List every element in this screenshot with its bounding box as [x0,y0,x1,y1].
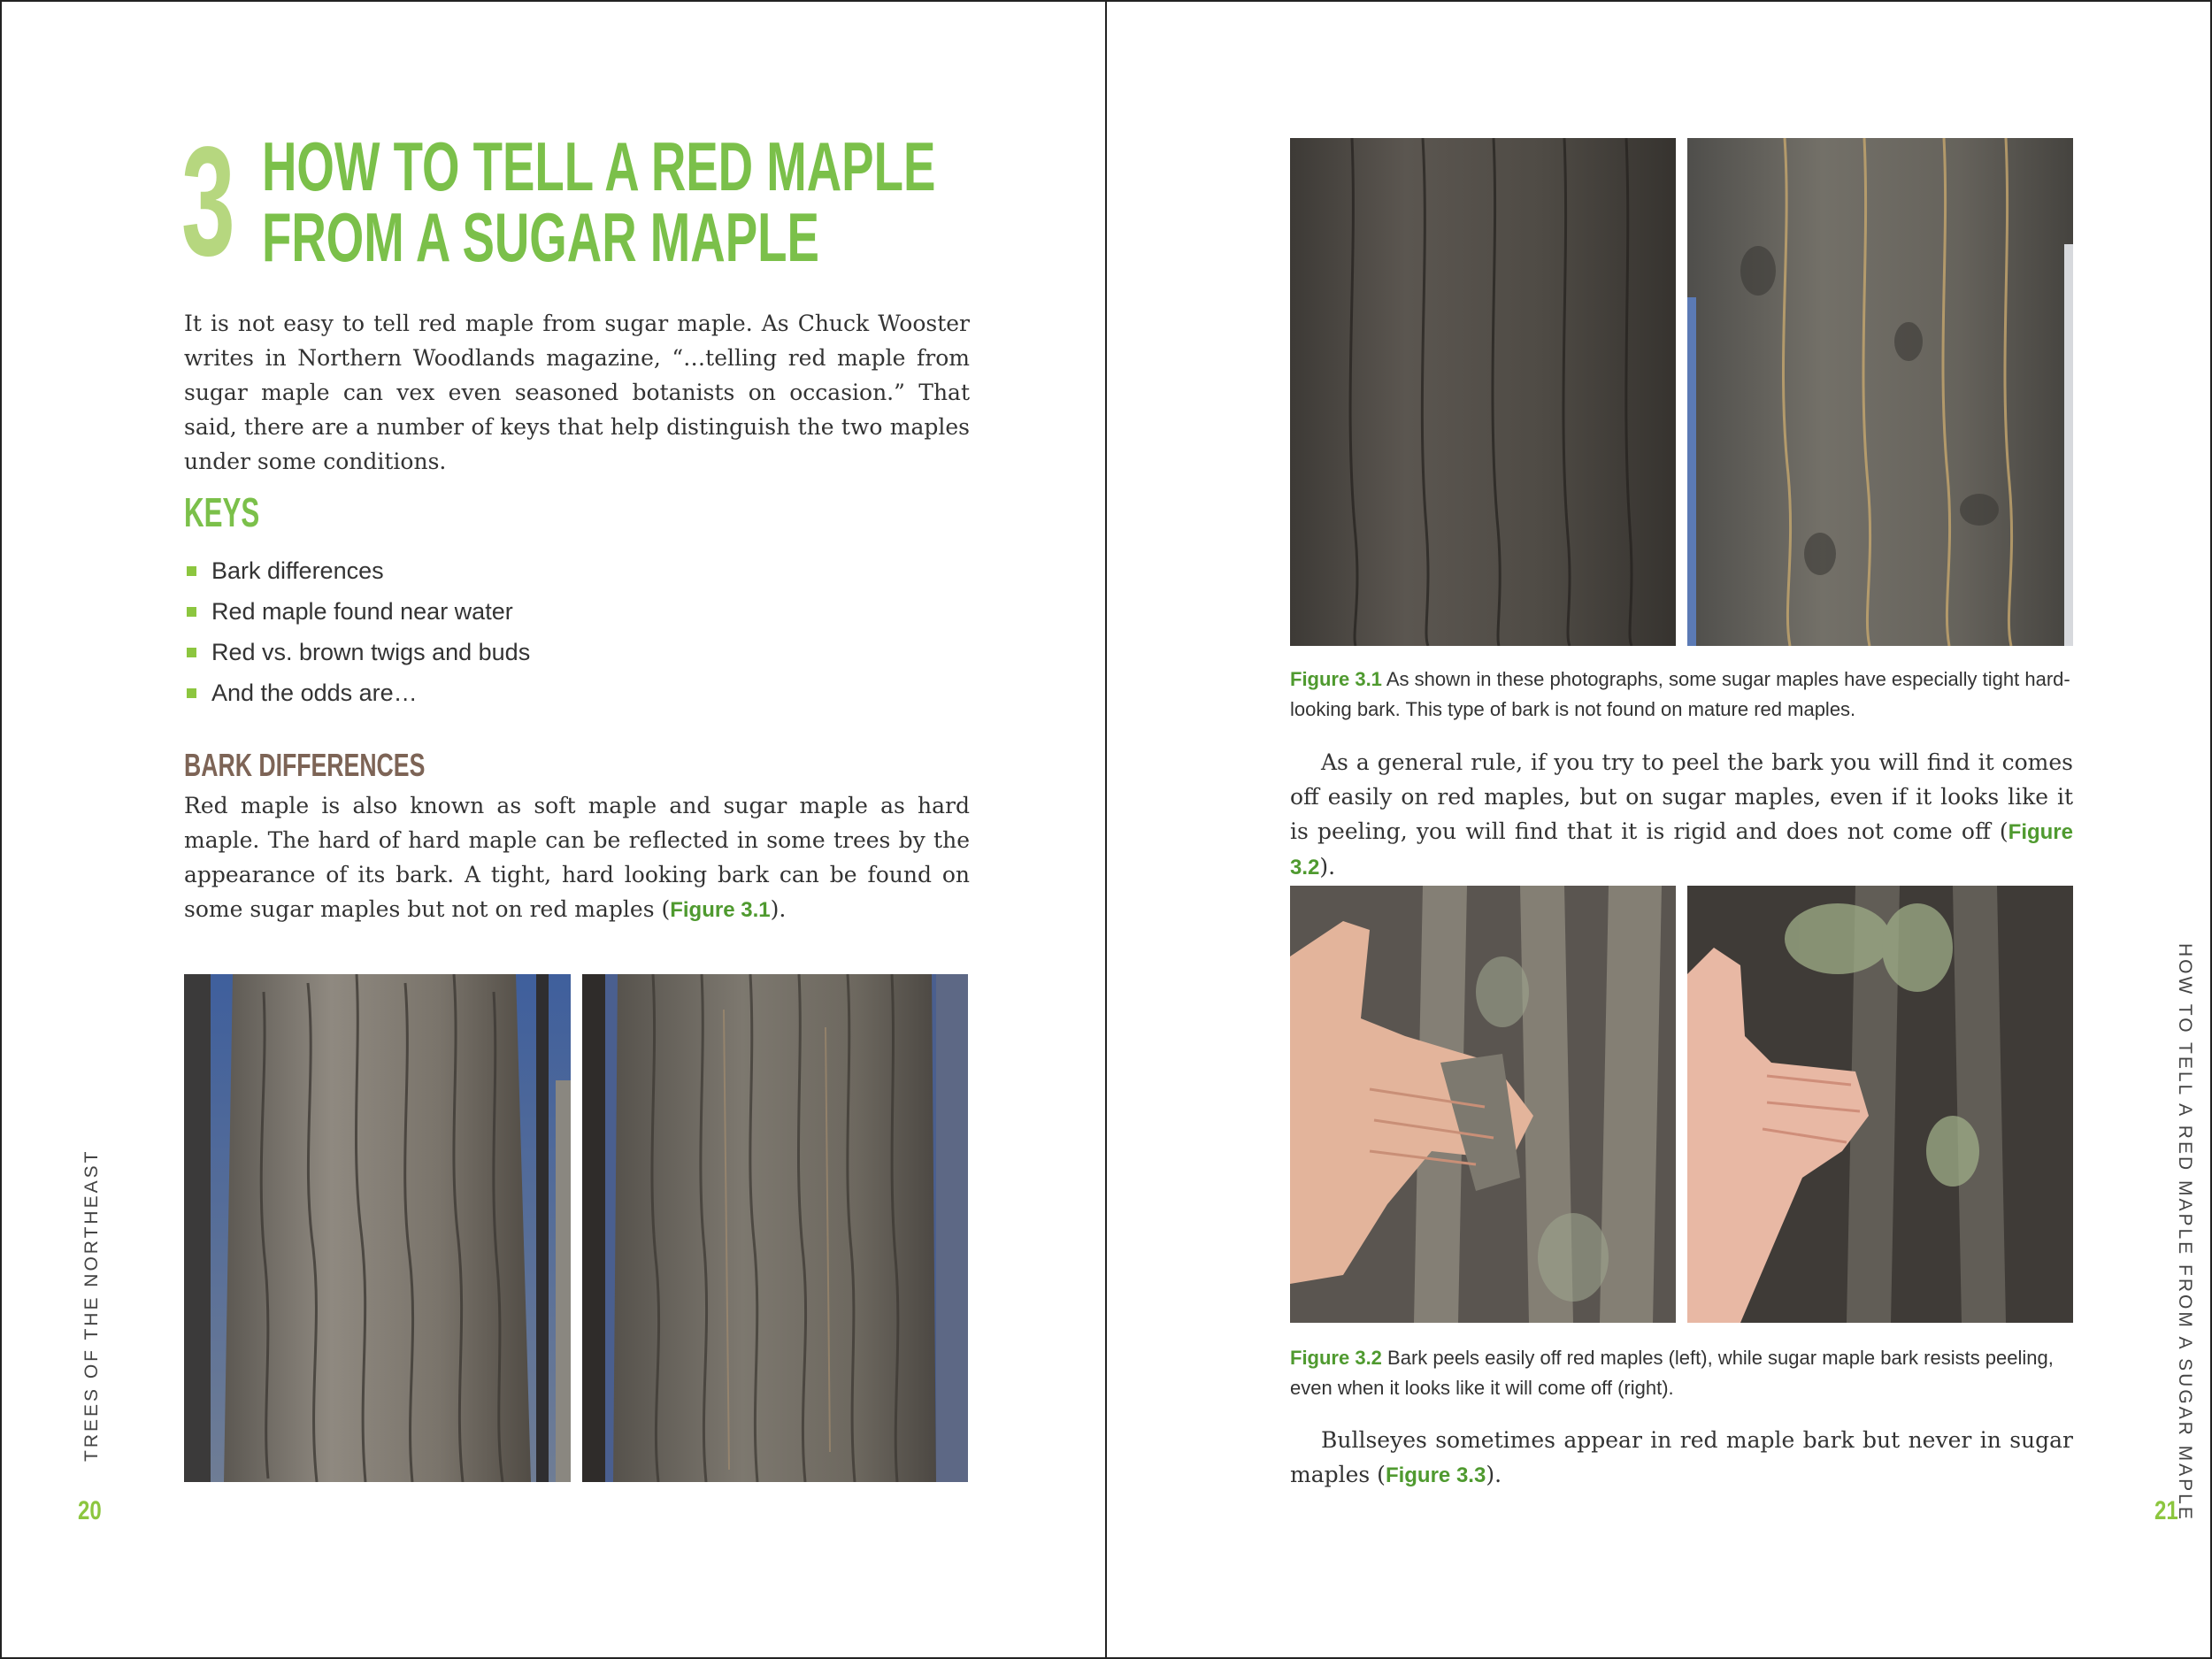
bullseye-paragraph [1290,1423,2073,1493]
figure-3-1-caption [1290,664,2073,725]
page-number-left: 20 [78,1496,102,1525]
bark-photo-left-1 [184,974,571,1482]
chapter-title-line-2: FROM A SUGAR MAPLE [262,198,819,276]
figure-3-2-photo-left [1290,886,1676,1323]
figure-3-2-photo-right [1687,886,2073,1323]
right-page [1107,0,2212,1659]
list-item [184,591,530,632]
figure-3-1-photo-left [1290,138,1676,646]
figure-3-1-link[interactable]: Figure 3.1 [670,898,771,922]
key-label: Bark differences [211,557,384,584]
figure-3-2-label: Figure 3.2 [1290,1347,1382,1369]
bullseye-paragraph-end: ). [1486,1462,1502,1487]
peel-paragraph-text: As a general rule, if you try to peel the bark you will find it comes off easily on red maples, but on sugar maples, even if it looks like it is peeling, you will find that it is rigid and does not come off ( [1290,749,2073,844]
figure-3-1-photo-right [1687,138,2073,646]
square-bullet-icon [187,607,196,617]
list-item [184,672,530,713]
bullseye-paragraph-text: Bullseyes sometimes appear in red maple bark but never in sugar maples ( [1290,1427,2073,1487]
bark-paragraph-text: Red maple is also known as soft maple and sugar maple as hard maple. The hard of hard maple can be reflected in some trees by the appearance of its bark. A tight, hard looking bark can be found on some sugar maples but not on red maples ( [184,793,970,922]
chapter-title [262,127,936,276]
figure-3-2-link[interactable]: Figure 3.2 [1290,820,2073,879]
figure-3-3-link[interactable]: Figure 3.3 [1385,1463,1486,1487]
bark-photo-left-2 [582,974,968,1482]
list-item [184,632,530,672]
intro-paragraph: It is not easy to tell red maple from sugar maple. As Chuck Wooster writes in Northern Woodlands magazine, “…telling red maple from sugar maple can vex even seasoned botanists on occasion.” That said, there are a number of keys that help distinguish the two maples under some conditions. [184,311,970,474]
bark-paragraph-end: ). [770,896,787,922]
peel-paragraph-end: ). [1319,854,1336,879]
page-number-right: 21 [2154,1496,2178,1525]
key-label: And the odds are… [211,680,418,706]
running-head-right: HOW TO TELL A RED MAPLE FROM A SUGAR MAPLE [2175,943,2195,1522]
list-item [184,550,530,591]
key-label: Red vs. brown twigs and buds [211,639,531,665]
square-bullet-icon [187,648,196,657]
figure-3-2-caption [1290,1343,2073,1403]
square-bullet-icon [187,566,196,576]
key-label: Red maple found near water [211,598,513,625]
square-bullet-icon [187,688,196,698]
bark-differences-heading: BARK DIFFERENCES [184,747,426,783]
chapter-title-line-1: HOW TO TELL A RED MAPLE [262,127,936,205]
figure-3-2-caption-text: Bark peels easily off red maples (left), while sugar maple bark resists peeling, even when it looks like it will come off (right). [1290,1347,2054,1399]
figure-3-1-label: Figure 3.1 [1290,668,1382,690]
keys-heading: KEYS [184,489,260,535]
running-head-left: TREES OF THE NORTHEAST [81,1148,102,1462]
bark-paragraph [184,788,970,927]
peel-paragraph [1290,745,2073,885]
figure-3-1-caption-text: As shown in these photographs, some sugar maples have especially tight hard-looking bark. This type of bark is not found on mature red maples. [1290,668,2070,720]
keys-list [184,550,530,713]
chapter-number: 3 [181,115,234,288]
left-page [0,0,1105,1659]
